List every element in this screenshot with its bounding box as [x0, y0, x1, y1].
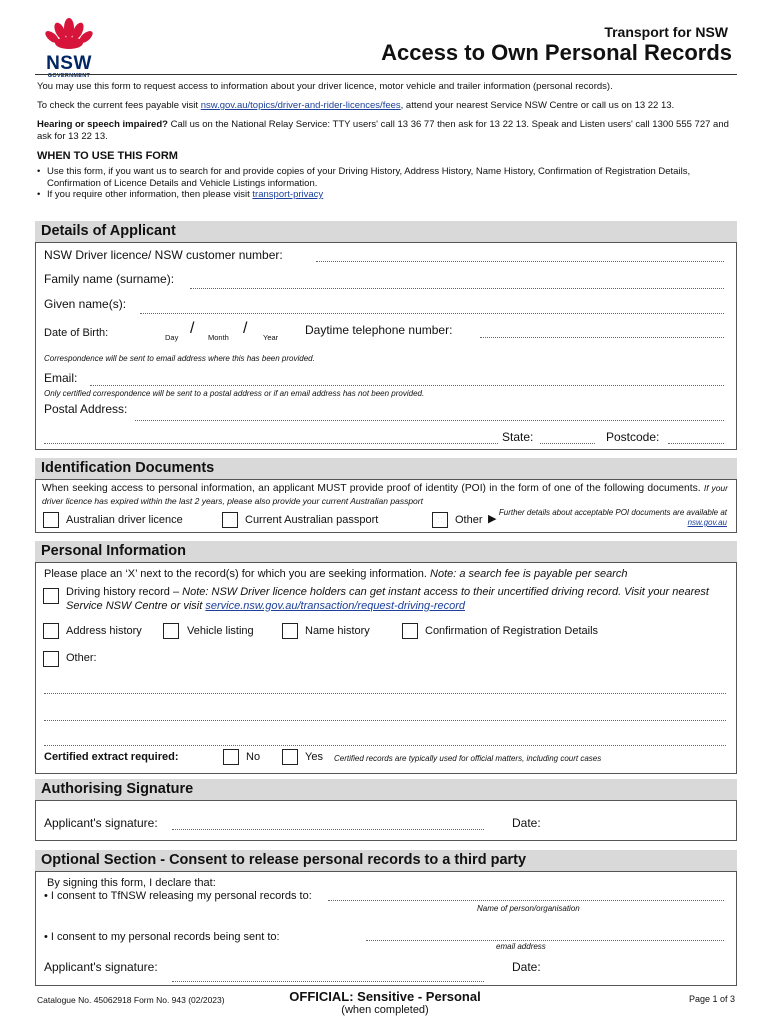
phone-field[interactable]: [480, 337, 724, 338]
third-party-email-field[interactable]: [366, 940, 724, 941]
certified-no-checkbox[interactable]: [223, 749, 239, 765]
driving-record-link[interactable]: service.nsw.gov.au/transaction/request-driving-record: [205, 599, 466, 612]
passport-label: Current Australian passport: [245, 514, 379, 526]
postcode-label: Postcode:: [606, 430, 660, 444]
dob-day[interactable]: Day: [165, 333, 179, 342]
confirmation-registration-label: Confirmation of Registration Details: [425, 625, 599, 637]
other-record-line-1[interactable]: [44, 693, 726, 694]
nsw-government-logo: [38, 16, 100, 79]
classification-label: OFFICIAL: Sensitive - Personal: [289, 989, 481, 1004]
arrow-right-icon: ▶: [488, 513, 497, 525]
optional-signature-field[interactable]: [172, 981, 484, 982]
dob-label: Date of Birth:: [44, 327, 109, 339]
catalogue-number: Catalogue No. 45062918 Form No. 943 (02/2023): [37, 995, 225, 1005]
email-label: Email:: [44, 371, 78, 385]
section-heading-signature: Authorising Signature: [35, 779, 737, 800]
transport-privacy-link[interactable]: transport-privacy: [252, 189, 324, 200]
identification-text: When seeking access to personal information, an applicant MUST provide proof of identity (POI) in the form of one of the following documents. If your driver licence has expired within the last 2 years, please also provide your current Australian passport: [42, 483, 728, 506]
page-title: Access to Own Personal Records: [381, 40, 732, 65]
email-field[interactable]: [90, 385, 724, 386]
phone-label: Daytime telephone number:: [305, 323, 453, 337]
certified-note: Certified records are typically used for official matters, including court cases: [334, 754, 602, 763]
consent-1-text: • I consent to TfNSW releasing my personal records to:: [44, 890, 312, 902]
other-record-line-3[interactable]: [44, 745, 726, 746]
personal-instruction: Please place an ‘X’ next to the record(s) for which you are seeking information. Note: a search fee is payable per search: [44, 568, 628, 580]
when-bullet-2: • If you require other information, then please visit transport-privacy: [37, 189, 324, 200]
postal-label: Postal Address:: [44, 402, 128, 416]
optional-signature-label: Applicant's signature:: [44, 960, 158, 974]
nsw-gov-link[interactable]: nsw.gov.au: [687, 518, 727, 527]
certified-label: Certified extract required:: [44, 751, 179, 763]
other-record-line-2[interactable]: [44, 720, 726, 721]
consent-2-text: • I consent to my personal records being sent to:: [44, 931, 280, 943]
driving-history-label: Driving history record – Note: NSW Driver licence holders can get instant access to their uncertified driving record. Visit your nearest Service NSW Centre or visit service.nsw.gov.au/transaction/request-driving-record: [66, 586, 709, 612]
other-id-checkbox[interactable]: [432, 512, 448, 528]
logo-government-text: GOVERNMENT: [47, 73, 91, 79]
state-field[interactable]: [540, 443, 595, 444]
dob-separator-2: /: [243, 320, 248, 337]
dob-month[interactable]: Month: [208, 333, 229, 342]
australian-licence-checkbox[interactable]: [43, 512, 59, 528]
section-heading-personal: Personal Information: [35, 541, 737, 562]
family-name-label: Family name (surname):: [44, 272, 175, 286]
header-rule: [35, 74, 737, 75]
name-history-checkbox[interactable]: [282, 623, 298, 639]
fees-link[interactable]: nsw.gov.au/topics/driver-and-rider-licences/fees: [200, 100, 401, 111]
given-name-label: Given name(s):: [44, 297, 127, 311]
other-record-checkbox[interactable]: [43, 651, 59, 667]
further-details: Further details about acceptable POI documents are available at nsw.gov.au: [498, 508, 727, 527]
postal-field-1[interactable]: [135, 420, 724, 421]
state-label: State:: [502, 430, 534, 444]
australian-licence-label: Australian driver licence: [66, 514, 183, 526]
certified-yes-label: Yes: [305, 751, 323, 763]
confirmation-registration-checkbox[interactable]: [402, 623, 418, 639]
certified-yes-checkbox[interactable]: [282, 749, 298, 765]
vehicle-listing-label: Vehicle listing: [187, 625, 254, 637]
licence-label: NSW Driver licence/ NSW customer number:: [44, 248, 283, 262]
dob-separator-1: /: [190, 320, 195, 337]
when-bullet-1: • Use this form, if you want us to search for and provide copies of your Driving History, Address History, Name History, Confirmation of Registration Details, Confirmation of Licence Details and Vehicle Listings information.: [37, 166, 691, 189]
driving-history-checkbox[interactable]: [43, 588, 59, 604]
waratah-icon: [38, 16, 100, 50]
email-note: Correspondence will be sent to email address where this has been provided.: [44, 354, 315, 363]
postal-field-2[interactable]: [44, 443, 498, 444]
postal-note: Only certified correspondence will be sent to a postal address or if an email address has not been provided.: [44, 389, 425, 398]
given-name-field[interactable]: [140, 313, 724, 314]
signature-date-label: Date:: [512, 816, 541, 830]
section-heading-applicant: Details of Applicant: [35, 221, 737, 242]
intro-paragraph-1: You may use this form to request access to information about your driver licence, motor vehicle and trailer information (personal records).: [37, 81, 613, 92]
dob-year[interactable]: Year: [263, 333, 279, 342]
postcode-field[interactable]: [668, 443, 724, 444]
other-record-label: Other:: [66, 652, 97, 664]
vehicle-listing-checkbox[interactable]: [163, 623, 179, 639]
section-heading-identification: Identification Documents: [35, 458, 737, 479]
when-heading: WHEN TO USE THIS FORM: [37, 150, 178, 162]
section-heading-optional: Optional Section - Consent to release personal records to a third party: [35, 850, 737, 871]
intro-paragraph-2: To check the current fees payable visit nsw.gov.au/topics/driver-and-rider-licences/fees, attend your nearest Service NSW Centre or call us on 13 22 13.: [37, 100, 675, 111]
passport-checkbox[interactable]: [222, 512, 238, 528]
declare-text: By signing this form, I declare that:: [47, 877, 216, 889]
address-history-label: Address history: [66, 625, 142, 637]
applicant-signature-field[interactable]: [172, 829, 484, 830]
certified-no-label: No: [246, 751, 261, 763]
agency-name: Transport for NSW: [604, 24, 728, 40]
other-id-label: Other: [455, 514, 483, 526]
intro-paragraph-3: Hearing or speech impaired? Call us on the National Relay Service: TTY users' call 13 36 77 then ask for 13 22 13. Speak and Listen users' call 1300 555 727 and ask for 13 22 13.: [37, 119, 729, 142]
family-name-field[interactable]: [190, 288, 724, 289]
name-history-label: Name history: [305, 625, 370, 637]
logo-nsw-text: NSW: [46, 53, 92, 74]
licence-field[interactable]: [316, 261, 724, 262]
name-org-caption: Name of person/organisation: [477, 904, 580, 913]
applicant-signature-label: Applicant's signature:: [44, 816, 158, 830]
third-party-name-field[interactable]: [328, 900, 724, 901]
optional-date-label: Date:: [512, 960, 541, 974]
address-history-checkbox[interactable]: [43, 623, 59, 639]
when-completed-label: (when completed): [341, 1004, 429, 1016]
email-address-caption: email address: [496, 942, 546, 951]
page-number: Page 1 of 3: [688, 994, 735, 1004]
